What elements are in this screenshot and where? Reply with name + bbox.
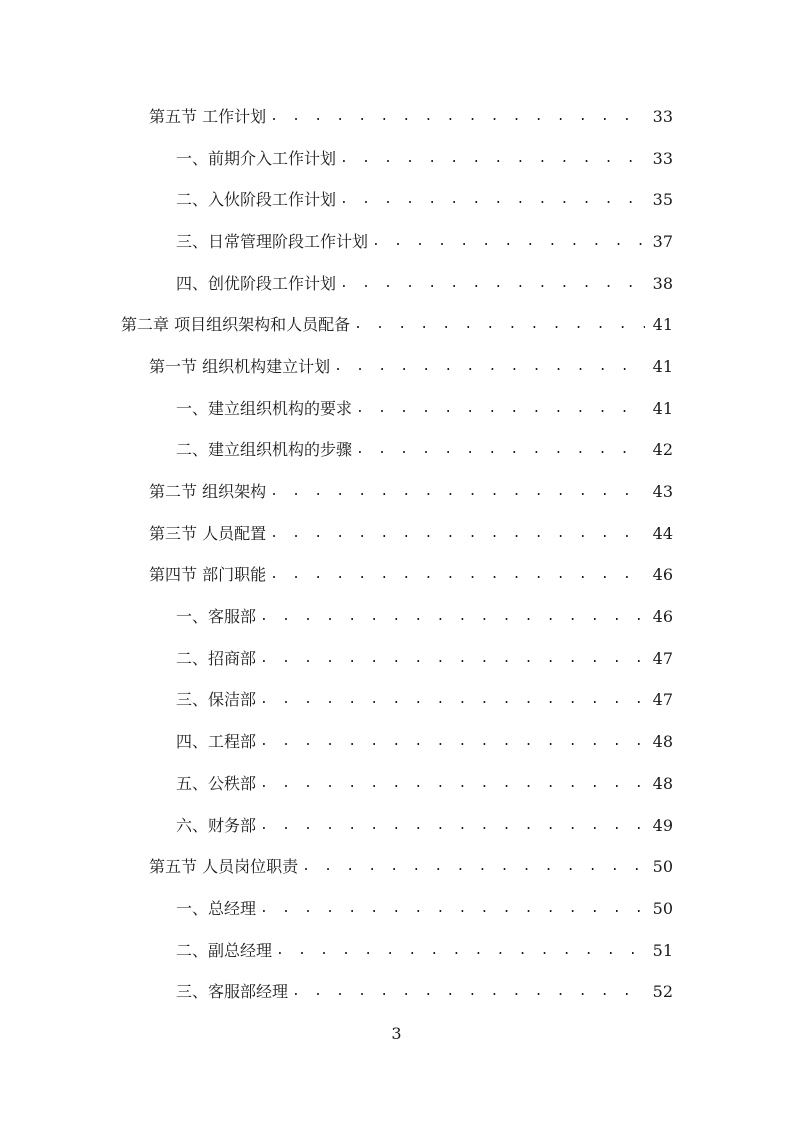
toc-entry-page: 33 [652, 106, 673, 126]
toc-entry-page: 41 [652, 398, 673, 418]
toc-leader-dots [334, 357, 645, 377]
toc-entry-title: 三、日常管理阶段工作计划 [176, 231, 369, 251]
toc-entry[interactable] [0, 638, 793, 680]
toc-entry[interactable] [0, 96, 793, 138]
toc-entry-title: 三、保洁部 [176, 690, 257, 710]
toc-entry-page: 41 [652, 356, 673, 376]
table-of-contents [0, 96, 793, 1013]
toc-entry-title: 二、入伙阶段工作计划 [176, 190, 337, 210]
toc-leader-dots [260, 816, 645, 836]
toc-entry-title: 第五节 工作计划 [149, 106, 267, 126]
toc-leader-dots [260, 690, 645, 710]
toc-entry[interactable] [0, 805, 793, 847]
toc-leader-dots [270, 482, 645, 502]
toc-entry-title: 六、财务部 [176, 815, 257, 835]
toc-leader-dots [302, 857, 645, 877]
toc-leader-dots [260, 649, 645, 669]
toc-entry[interactable] [0, 971, 793, 1013]
toc-leader-dots [356, 440, 645, 460]
toc-entry-page: 46 [652, 607, 673, 627]
toc-entry-title: 五、公秩部 [176, 773, 257, 793]
toc-entry[interactable] [0, 888, 793, 930]
toc-entry-page: 44 [652, 523, 673, 543]
toc-entry-title: 一、客服部 [176, 607, 257, 627]
toc-entry-page: 48 [652, 773, 673, 793]
toc-entry-title: 第二章 项目组织架构和人员配备 [121, 315, 351, 335]
toc-entry-page: 48 [652, 732, 673, 752]
toc-leader-dots [354, 315, 645, 335]
toc-entry-title: 第一节 组织机构建立计划 [149, 356, 331, 376]
toc-entry-title: 三、客服部经理 [176, 982, 289, 1002]
toc-leader-dots [276, 941, 645, 961]
toc-entry-page: 49 [652, 815, 673, 835]
toc-entry[interactable] [0, 763, 793, 805]
toc-entry-chapter[interactable] [0, 304, 793, 346]
toc-leader-dots [270, 524, 645, 544]
toc-entry[interactable] [0, 388, 793, 430]
toc-entry-page: 41 [652, 315, 673, 335]
toc-leader-dots [340, 274, 645, 294]
toc-entry-page: 37 [652, 231, 673, 251]
toc-entry[interactable] [0, 846, 793, 888]
toc-entry-title: 一、前期介入工作计划 [176, 148, 337, 168]
toc-leader-dots [260, 607, 645, 627]
toc-leader-dots [270, 107, 645, 127]
toc-entry-page: 43 [652, 482, 673, 502]
toc-entry-title: 一、总经理 [176, 898, 257, 918]
toc-entry[interactable] [0, 721, 793, 763]
toc-entry[interactable] [0, 471, 793, 513]
toc-entry[interactable] [0, 513, 793, 555]
toc-entry[interactable] [0, 179, 793, 221]
toc-entry-title: 二、副总经理 [176, 940, 273, 960]
toc-leader-dots [292, 982, 645, 1002]
toc-entry[interactable] [0, 680, 793, 722]
toc-entry-title: 第四节 部门职能 [149, 565, 267, 585]
toc-entry[interactable] [0, 221, 793, 263]
toc-leader-dots [260, 899, 645, 919]
toc-entry[interactable] [0, 138, 793, 180]
toc-leader-dots [270, 565, 645, 585]
toc-entry[interactable] [0, 346, 793, 388]
toc-entry-title: 一、建立组织机构的要求 [176, 398, 353, 418]
toc-entry[interactable] [0, 596, 793, 638]
toc-entry-page: 46 [652, 565, 673, 585]
toc-entry-page: 50 [652, 898, 673, 918]
toc-entry-page: 35 [652, 190, 673, 210]
toc-entry-title: 第二节 组织架构 [149, 482, 267, 502]
toc-leader-dots [340, 149, 645, 169]
toc-entry-title: 二、建立组织机构的步骤 [176, 440, 353, 460]
toc-entry-page: 52 [652, 982, 673, 1002]
toc-entry-page: 47 [652, 690, 673, 710]
toc-leader-dots [260, 732, 645, 752]
page-number: 3 [391, 1024, 402, 1043]
toc-entry[interactable] [0, 263, 793, 305]
toc-entry-title: 第三节 人员配置 [149, 523, 267, 543]
toc-entry-page: 38 [652, 273, 673, 293]
toc-entry-page: 42 [652, 440, 673, 460]
toc-entry-page: 33 [652, 148, 673, 168]
toc-entry[interactable] [0, 930, 793, 972]
toc-entry-title: 四、工程部 [176, 732, 257, 752]
toc-leader-dots [340, 190, 645, 210]
toc-leader-dots [356, 399, 645, 419]
toc-leader-dots [372, 232, 645, 252]
toc-entry-page: 51 [652, 940, 673, 960]
toc-entry-page: 50 [652, 857, 673, 877]
toc-entry-title: 二、招商部 [176, 648, 257, 668]
toc-leader-dots [260, 774, 645, 794]
toc-entry[interactable] [0, 555, 793, 597]
toc-entry-title: 四、创优阶段工作计划 [176, 273, 337, 293]
toc-entry-page: 47 [652, 648, 673, 668]
toc-entry-title: 第五节 人员岗位职责 [149, 857, 299, 877]
toc-entry[interactable] [0, 430, 793, 472]
